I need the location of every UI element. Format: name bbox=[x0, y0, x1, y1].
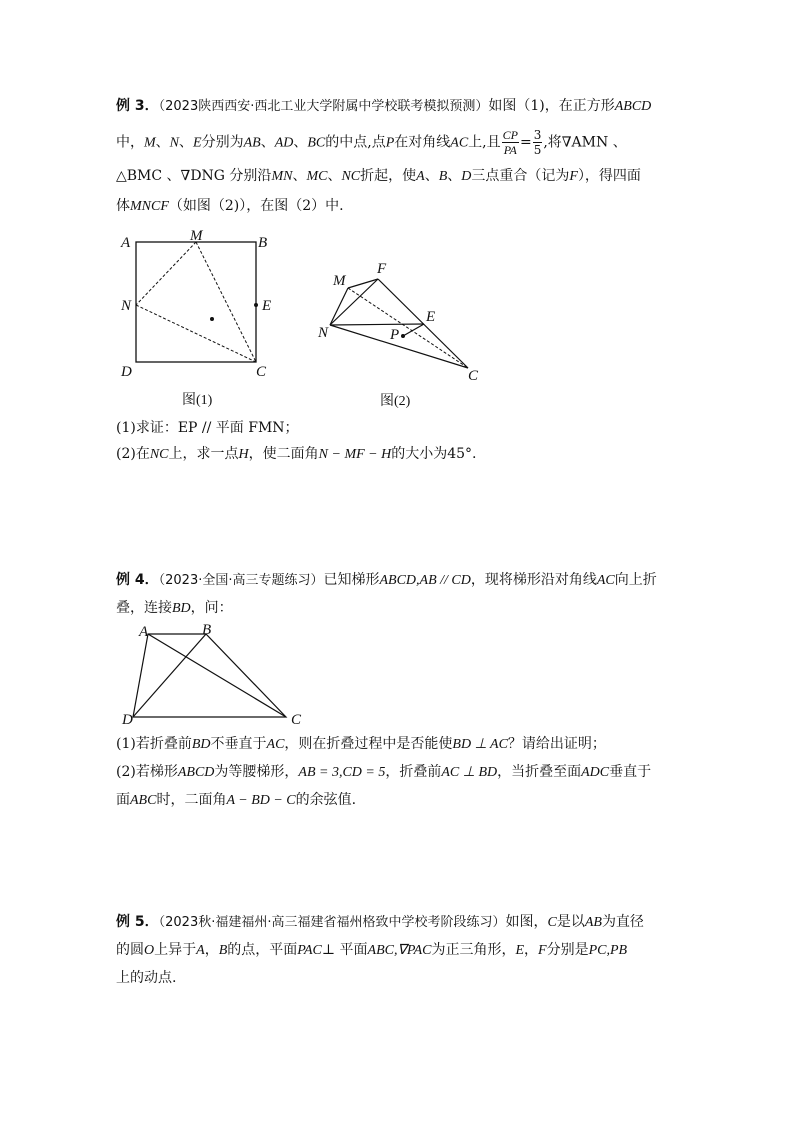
segment-mn bbox=[136, 242, 196, 305]
label-b: B bbox=[258, 235, 268, 251]
ex5-label: 例 5． bbox=[116, 914, 159, 930]
ex5-line-2: 的圆O上异于A，B的点，平面PAC⊥ 平面ABC,∇PAC为正三角形，E，F分别是PC,PB bbox=[116, 942, 628, 958]
label-n: N bbox=[318, 325, 329, 341]
ex4-question-2-cont: 面ABC时，二面角A − BD − C的余弦值. bbox=[116, 792, 357, 808]
point-p bbox=[210, 317, 214, 321]
diagonal-ac bbox=[148, 634, 286, 717]
ex3-value-fraction: $\frac{3}{5}$ bbox=[533, 128, 542, 157]
ex5-line-1: 例 5．（2023秋·福建福州·高三福建省福州格致中学校考阶段练习）如图，C是以AB为直径 bbox=[116, 914, 644, 930]
ex3-ratio-fraction: $\frac{CP}{PA}$ bbox=[502, 128, 518, 157]
label-a: A bbox=[139, 624, 149, 640]
segment-mc bbox=[196, 242, 256, 362]
ex4-question-2: (2)若梯形ABCD为等腰梯形，AB = 3,CD = 5，折叠前AC ⊥ BD，当折叠至面ADC垂直于 bbox=[116, 764, 652, 780]
ex5-source: （2023秋·福建福州·高三福建省福州格致中学校考阶段练习） bbox=[158, 915, 506, 930]
trapezoid-abcd bbox=[133, 634, 286, 717]
label-f: F bbox=[377, 261, 387, 277]
ex3-line-3: △BMC 、∇DNG 分别沿MN、MC、NC折起，使A、B、D三点重合（记为F），得四面 bbox=[116, 168, 641, 184]
label-d: D bbox=[121, 364, 132, 380]
edge-ne bbox=[330, 324, 424, 325]
point-p bbox=[401, 334, 405, 338]
ex4-source: （2023·全国·高三专题练习） bbox=[158, 573, 324, 588]
ex3-line-2: 中，M、N、E分别为AB、AD、BC的中点,点P在对角线AC上,且 $\frac{CP}{PA}$ = $\frac{3}{5}$ ,将∇AMN 、 bbox=[116, 128, 627, 157]
edge-ep bbox=[403, 324, 424, 336]
ex4-question-1: (1)若折叠前BD不垂直于AC，则在折叠过程中是否能使BD ⊥ AC？请给出证明； bbox=[116, 736, 606, 752]
label-n: N bbox=[121, 298, 132, 314]
label-a: A bbox=[121, 235, 131, 251]
ex4-trapezoid-figure bbox=[116, 622, 316, 727]
point-e bbox=[254, 303, 258, 307]
label-e: E bbox=[262, 298, 272, 314]
label-c: C bbox=[468, 368, 479, 384]
ex3-figure-2 bbox=[300, 255, 490, 415]
ex3-source: （2023陕西西安·西北工业大学附属中学校联考模拟预测） bbox=[158, 99, 489, 114]
ex4-line-2: 叠，连接BD，问： bbox=[116, 600, 233, 616]
ex3-question-2: (2)在NC上，求一点H，使二面角N − MF − H的大小为45°. bbox=[116, 446, 477, 462]
label-b: B bbox=[202, 622, 212, 638]
edge-mn bbox=[330, 288, 348, 325]
label-d: D bbox=[122, 712, 133, 728]
label-p: P bbox=[390, 327, 400, 343]
ex3-line-1: 例 3．（2023陕西西安·西北工业大学附属中学校联考模拟预测）如图（1)，在正方形ABCD bbox=[116, 98, 652, 114]
ex3-line-4: 体MNCF（如图（2)），在图（2）中. bbox=[116, 198, 344, 214]
edge-mc-hidden bbox=[348, 288, 468, 368]
ex5-line-3: 上的动点. bbox=[116, 970, 177, 986]
ex3-figure-1 bbox=[116, 230, 276, 415]
label-c: C bbox=[256, 364, 267, 380]
figure-1-caption: 图(1) bbox=[182, 393, 213, 408]
label-m: M bbox=[333, 273, 346, 289]
ex4-line-1: 例 4．（2023·全国·高三专题练习）已知梯形ABCD,AB // CD，现将梯形沿对角线AC向上折 bbox=[116, 572, 657, 588]
figure-2-caption: 图(2) bbox=[380, 394, 411, 409]
ex4-label: 例 4． bbox=[116, 572, 159, 588]
segment-nc bbox=[136, 305, 256, 362]
ex3-label: 例 3． bbox=[116, 98, 159, 114]
label-m: M bbox=[190, 228, 203, 244]
ex3-question-1: (1)求证：EP // 平面 FMN； bbox=[116, 420, 299, 436]
label-e: E bbox=[426, 309, 436, 325]
square-abcd bbox=[136, 242, 256, 362]
label-c: C bbox=[291, 712, 302, 728]
